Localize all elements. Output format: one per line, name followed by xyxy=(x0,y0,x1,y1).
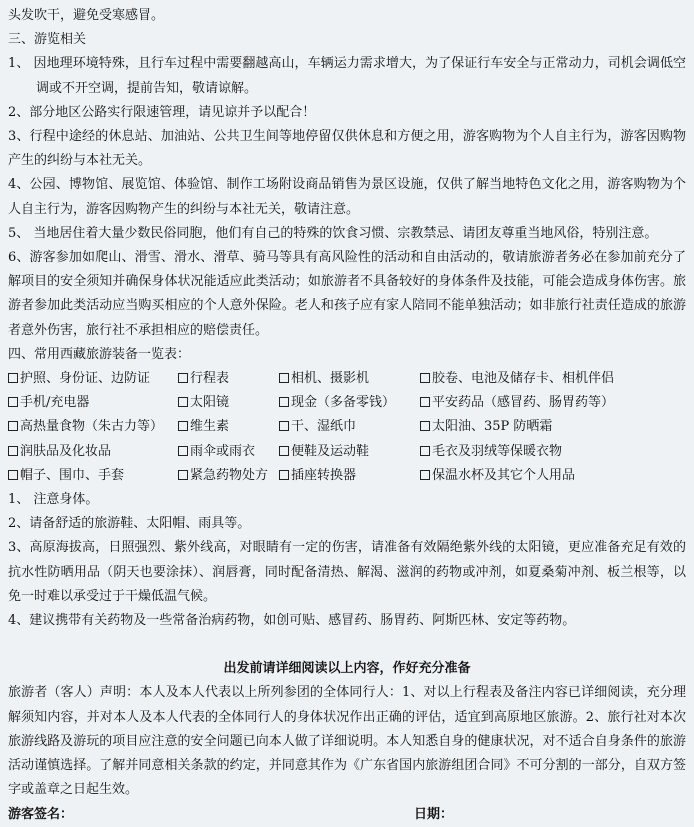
signature-label: 游客签名： xyxy=(8,806,74,822)
section3-item-1: 1、 因地理环境特殊，且行车过程中需要翻越高山，车辆运力需求增大，为了保证行车安全与正常动力，司机会调低空调或不开空调，提前告知，敬请谅解。 xyxy=(8,56,686,96)
checklist-item-label: 润肤品及化妆品 xyxy=(20,443,112,459)
checklist-item-label: 现金（多备零钱） xyxy=(291,395,396,411)
checkbox-icon[interactable] xyxy=(8,470,18,480)
checkbox-icon[interactable] xyxy=(420,373,430,383)
checklist-item-label: 护照、身份证、边防证 xyxy=(20,371,151,387)
health-item-2: 2、请备舒适的旅游鞋、太阳帽、雨具等。 xyxy=(8,516,251,532)
checklist-item xyxy=(420,391,660,415)
checklist-item xyxy=(420,464,660,488)
date-label: 日期： xyxy=(414,806,454,822)
checkbox-icon[interactable] xyxy=(279,373,289,383)
checklist-item-label: 插座转换器 xyxy=(291,467,357,483)
section3-item-6: 6、游客参加如爬山、滑雪、滑水、滑草、骑马等具有高风险性的活动和自由活动的，敬请旅游者务必在参加前充分了解项目的安全须知并确保身体状况能适应此类活动；如旅游者不具备较好的身体条件及技能，可能会造成身体伤害。旅游者参加此类活动应当购买相应的个人意外保险。老人和孩子应有家人陪同不能单独活动；如非旅行社责任造成的旅游者意外伤害，旅行社不承担相应的赔偿责任。 xyxy=(8,250,686,338)
checkbox-icon[interactable] xyxy=(279,470,289,480)
checklist-item xyxy=(178,440,279,464)
section3-heading: 三、游览相关 xyxy=(8,32,87,48)
spacer xyxy=(8,633,686,657)
notice-title: 出发前请详细阅读以上内容，作好充分准备 xyxy=(223,661,471,677)
checkbox-icon[interactable] xyxy=(8,421,18,431)
section4-heading: 四、常用西藏旅游装备一览表： xyxy=(8,346,191,362)
checklist-item xyxy=(279,464,420,488)
health-item-3: 3、高原海拔高，日照强烈、紫外线高，对眼睛有一定的伤害，请准备有效隔绝紫外线的太阳镜，更应准备充足有效的抗水性防晒用品（阴天也要涂抹）、润唇膏，同时配备清热、解渴、滋润的药物或冲剂，如夏桑菊冲剂、板兰根等，以免一时难以承受过于干燥低温气候。 xyxy=(8,540,686,604)
checklist-item-label: 行程表 xyxy=(190,371,230,387)
checklist-item xyxy=(178,415,279,439)
signature-row xyxy=(8,803,686,827)
checklist-item-label: 帽子、围巾、手套 xyxy=(20,467,125,483)
checklist-item-label: 太阳油、35P 防晒霜 xyxy=(432,419,553,435)
checklist-item xyxy=(178,464,279,488)
checklist-item xyxy=(420,367,660,391)
checklist-item-label: 便鞋及运动鞋 xyxy=(291,443,370,459)
checklist-item-label: 维生素 xyxy=(190,419,230,435)
checklist-item xyxy=(178,391,279,415)
health-item-4: 4、建议携带有关药物及一些常备治病药物，如创可贴、感冒药、肠胃药、阿斯匹林、安定等药物。 xyxy=(8,613,576,629)
checklist-item-label: 手机/充电器 xyxy=(20,395,90,411)
section3-item-4: 4、公园、博物馆、展览馆、体验馆、制作工场附设商品销售为景区设施，仅供了解当地特色文化之用，游客购物为个人自主行为，游客因购物产生的纠纷与本社无关，敬请注意。 xyxy=(8,177,686,217)
checklist-item-label: 高热量食物（朱古力等） xyxy=(20,419,164,435)
checkbox-icon[interactable] xyxy=(420,446,430,456)
checkbox-icon[interactable] xyxy=(8,373,18,383)
declaration-text: 旅游者（客人）声明：本人及本人代表以上所列参团的全体同行人：1、对以上行程表及备注内容已详细阅读，充分理解须知内容，并对本人及本人代表的全体同行人的身体状况作出正确的评估，适宜到高原地区旅游。2、旅行社对本次旅游线路及游玩的项目应注意的安全问题已向本人做了详细说明。本人知悉自身的健康状况，对不适合自身条件的旅游活动谨慎选择。了解并同意相关条款的约定，并同意其作为《广东省国内旅游组团合同》不可分割的一部分，自双方签字或盖章之日起生效。 xyxy=(8,685,686,798)
intro-line: 头发吹干，避免受寒感冒。 xyxy=(8,8,165,23)
checklist-item xyxy=(8,440,178,464)
checkbox-icon[interactable] xyxy=(279,446,289,456)
checkbox-icon[interactable] xyxy=(178,446,188,456)
checklist-item-label: 平安药品（感冒药、肠胃药等） xyxy=(432,395,615,411)
section3-item-2: 2、部分地区公路实行限速管理，请见谅并予以配合！ xyxy=(8,104,316,120)
checkbox-icon[interactable] xyxy=(420,397,430,407)
checklist-item xyxy=(279,367,420,391)
checkbox-icon[interactable] xyxy=(420,421,430,431)
checkbox-icon[interactable] xyxy=(420,470,430,480)
equipment-checklist xyxy=(8,367,686,488)
checklist-item xyxy=(420,415,660,439)
checklist-item-label: 毛衣及羽绒等保暖衣物 xyxy=(432,443,563,459)
checklist-item-label: 雨伞或雨衣 xyxy=(190,443,256,459)
checklist-item xyxy=(8,367,178,391)
checkbox-icon[interactable] xyxy=(178,397,188,407)
checklist-item-label: 相机、摄影机 xyxy=(291,371,370,387)
checkbox-icon[interactable] xyxy=(279,421,289,431)
checklist-item-label: 干、湿纸巾 xyxy=(291,419,357,435)
checkbox-icon[interactable] xyxy=(8,446,18,456)
checklist-item xyxy=(420,440,660,464)
checklist-item xyxy=(279,415,420,439)
section3-item-3: 3、行程中途经的休息站、加油站、公共卫生间等地停留仅供休息和方便之用，游客购物为个人自主行为，游客因购物产生的纠纷与本社无关。 xyxy=(8,129,686,169)
checklist-item-label: 胶卷、电池及储存卡、相机伴侣 xyxy=(432,371,615,387)
checklist-item-label: 太阳镜 xyxy=(190,395,230,411)
checklist-item xyxy=(178,367,279,391)
checklist-item xyxy=(8,415,178,439)
checkbox-icon[interactable] xyxy=(279,397,289,407)
checklist-item-label: 紧急药物处方 xyxy=(190,467,269,483)
section3-item-5: 5、 当地居住着大量少数民俗同胞，他们有自己的特殊的饮食习惯、宗教禁忌、请团友尊重当地风俗，特别注意。 xyxy=(8,225,658,241)
health-item-1: 1、 注意身体。 xyxy=(8,492,99,508)
checkbox-icon[interactable] xyxy=(178,373,188,383)
checkbox-icon[interactable] xyxy=(178,421,188,431)
checklist-item-label: 保温水杯及其它个人用品 xyxy=(432,467,576,483)
checklist-item xyxy=(8,391,178,415)
checklist-item xyxy=(8,464,178,488)
checkbox-icon[interactable] xyxy=(8,397,18,407)
checklist-item xyxy=(279,391,420,415)
checklist-item xyxy=(279,440,420,464)
checkbox-icon[interactable] xyxy=(178,470,188,480)
